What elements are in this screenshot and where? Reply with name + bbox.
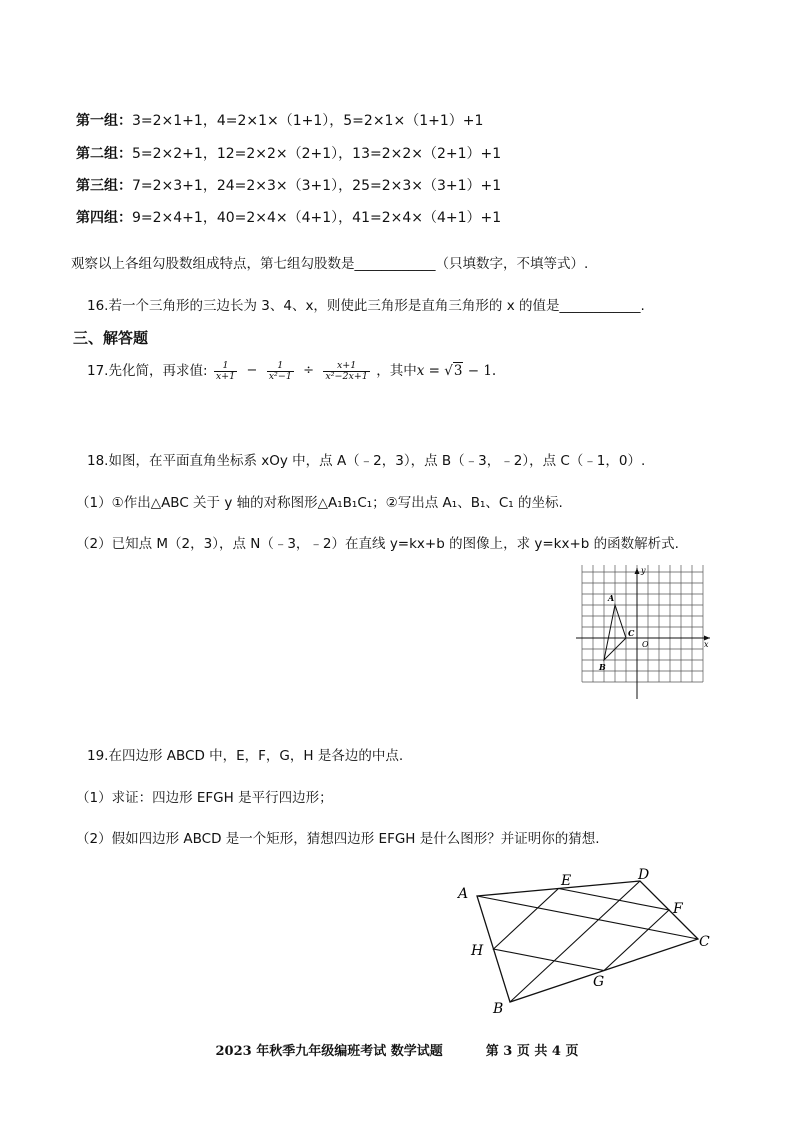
q17-question bbox=[87, 356, 496, 386]
origin-label: O bbox=[642, 640, 649, 649]
vertex-c-label: C bbox=[699, 934, 710, 950]
q17-given-eq: = bbox=[424, 363, 445, 379]
midpoint-f-label: F bbox=[673, 901, 683, 917]
q17-given-pre: ，其中 bbox=[376, 363, 417, 379]
group-3-text: 7=2×3+1，24=2×3×（3+1），25=2×3×（3+1）+1 bbox=[132, 178, 502, 194]
q18-coordinate-figure bbox=[570, 565, 715, 705]
point-c-label: C bbox=[628, 628, 635, 638]
q17-f3-den: x²−2x+1 bbox=[325, 370, 368, 382]
vertex-d-label: D bbox=[638, 867, 650, 883]
q17-f2-num: 1 bbox=[267, 361, 294, 372]
point-a-label: A bbox=[608, 593, 615, 603]
q17-fraction-2 bbox=[267, 361, 294, 382]
q17-f3-num: x+1 bbox=[323, 361, 370, 372]
footer-page-number: 第 3 页 共 4 页 bbox=[485, 1044, 579, 1059]
diagonal-ac bbox=[477, 896, 698, 939]
q17-fraction-3 bbox=[323, 361, 370, 382]
x-axis-label: x bbox=[704, 640, 709, 649]
group-2 bbox=[76, 145, 501, 163]
q19-quadrilateral-figure bbox=[440, 860, 730, 1020]
q17-given-x: x bbox=[416, 363, 425, 379]
group-2-label: 第二组： bbox=[76, 146, 132, 162]
section-title-answers: 三、解答题 bbox=[73, 329, 149, 347]
q17-divide: ÷ bbox=[303, 363, 315, 378]
group-4-text: 9=2×4+1，40=2×4×（4+1），41=2×4×（4+1）+1 bbox=[132, 210, 502, 226]
midpoint-g-label: G bbox=[593, 974, 605, 990]
y-axis-arrow bbox=[635, 568, 640, 574]
q18-part-2: （2）已知点 M（2，3），点 N（﹣3，﹣2）在直线 y=kx+b 的图像上，求 y=kx+b 的函数解析式. bbox=[76, 536, 679, 552]
group-3 bbox=[76, 177, 501, 195]
group-1-text: 3=2×1+1，4=2×1×（1+1），5=2×1×（1+1）+1 bbox=[132, 113, 484, 129]
y-axis-label: y bbox=[641, 566, 646, 575]
q19-part-1: （1）求证：四边形 EFGH 是平行四边形； bbox=[76, 790, 333, 806]
vertex-b-label: B bbox=[493, 1001, 504, 1017]
q17-prefix: 17.先化简，再求值: bbox=[87, 363, 208, 379]
q19-stem: 19.在四边形 ABCD 中，E，F，G，H 是各边的中点. bbox=[87, 748, 404, 764]
q18-stem: 18.如图，在平面直角坐标系 xOy 中，点 A（﹣2，3），点 B（﹣3，﹣2），点 C（﹣1，0）. bbox=[87, 453, 646, 469]
quadrilateral-abcd bbox=[477, 881, 698, 1002]
group-1-label: 第一组： bbox=[76, 113, 132, 129]
group-2-text: 5=2×2+1，12=2×2×（2+1），13=2×2×（2+1）+1 bbox=[132, 146, 502, 162]
diagonal-bd bbox=[510, 881, 640, 1002]
group-4-label: 第四组： bbox=[76, 210, 132, 226]
q17-sqrt: √3 bbox=[444, 363, 463, 379]
q16-question: 16.若一个三角形的三边长为 3、4、x，则使此三角形是直角三角形的 x 的值是____________. bbox=[87, 298, 645, 314]
q17-minus: − bbox=[246, 363, 258, 378]
group-3-label: 第三组： bbox=[76, 178, 132, 194]
q17-f1-num: 1 bbox=[214, 361, 237, 372]
q17-fraction-1 bbox=[214, 361, 237, 382]
q17-f1-den: x+1 bbox=[215, 370, 236, 382]
q19-part-2: （2）假如四边形 ABCD 是一个矩形，猜想四边形 EFGH 是什么图形？并证明你的猜想. bbox=[76, 831, 600, 847]
group-4 bbox=[76, 209, 501, 227]
midpoint-e-label: E bbox=[561, 873, 572, 889]
q15-question: 观察以上各组勾股数组成特点，第七组勾股数是____________（只填数字，不填等式）. bbox=[71, 256, 589, 272]
q17-sqrt-value: 3 bbox=[453, 363, 463, 379]
group-1 bbox=[76, 112, 483, 130]
q17-f2-den: x²−1 bbox=[268, 370, 292, 382]
q18-part-1: （1）①作出△ABC 关于 y 轴的对称图形△A₁B₁C₁；②写出点 A₁、B₁、C₁ 的坐标. bbox=[76, 495, 563, 511]
page-footer bbox=[0, 1040, 794, 1059]
footer-title: 2023 年秋季九年级编班考试 数学试题 bbox=[215, 1044, 443, 1059]
q17-given-tail: − 1. bbox=[463, 363, 497, 379]
midpoint-h-label: H bbox=[471, 943, 484, 959]
vertex-a-label: A bbox=[458, 886, 469, 902]
point-b-label: B bbox=[599, 662, 606, 672]
